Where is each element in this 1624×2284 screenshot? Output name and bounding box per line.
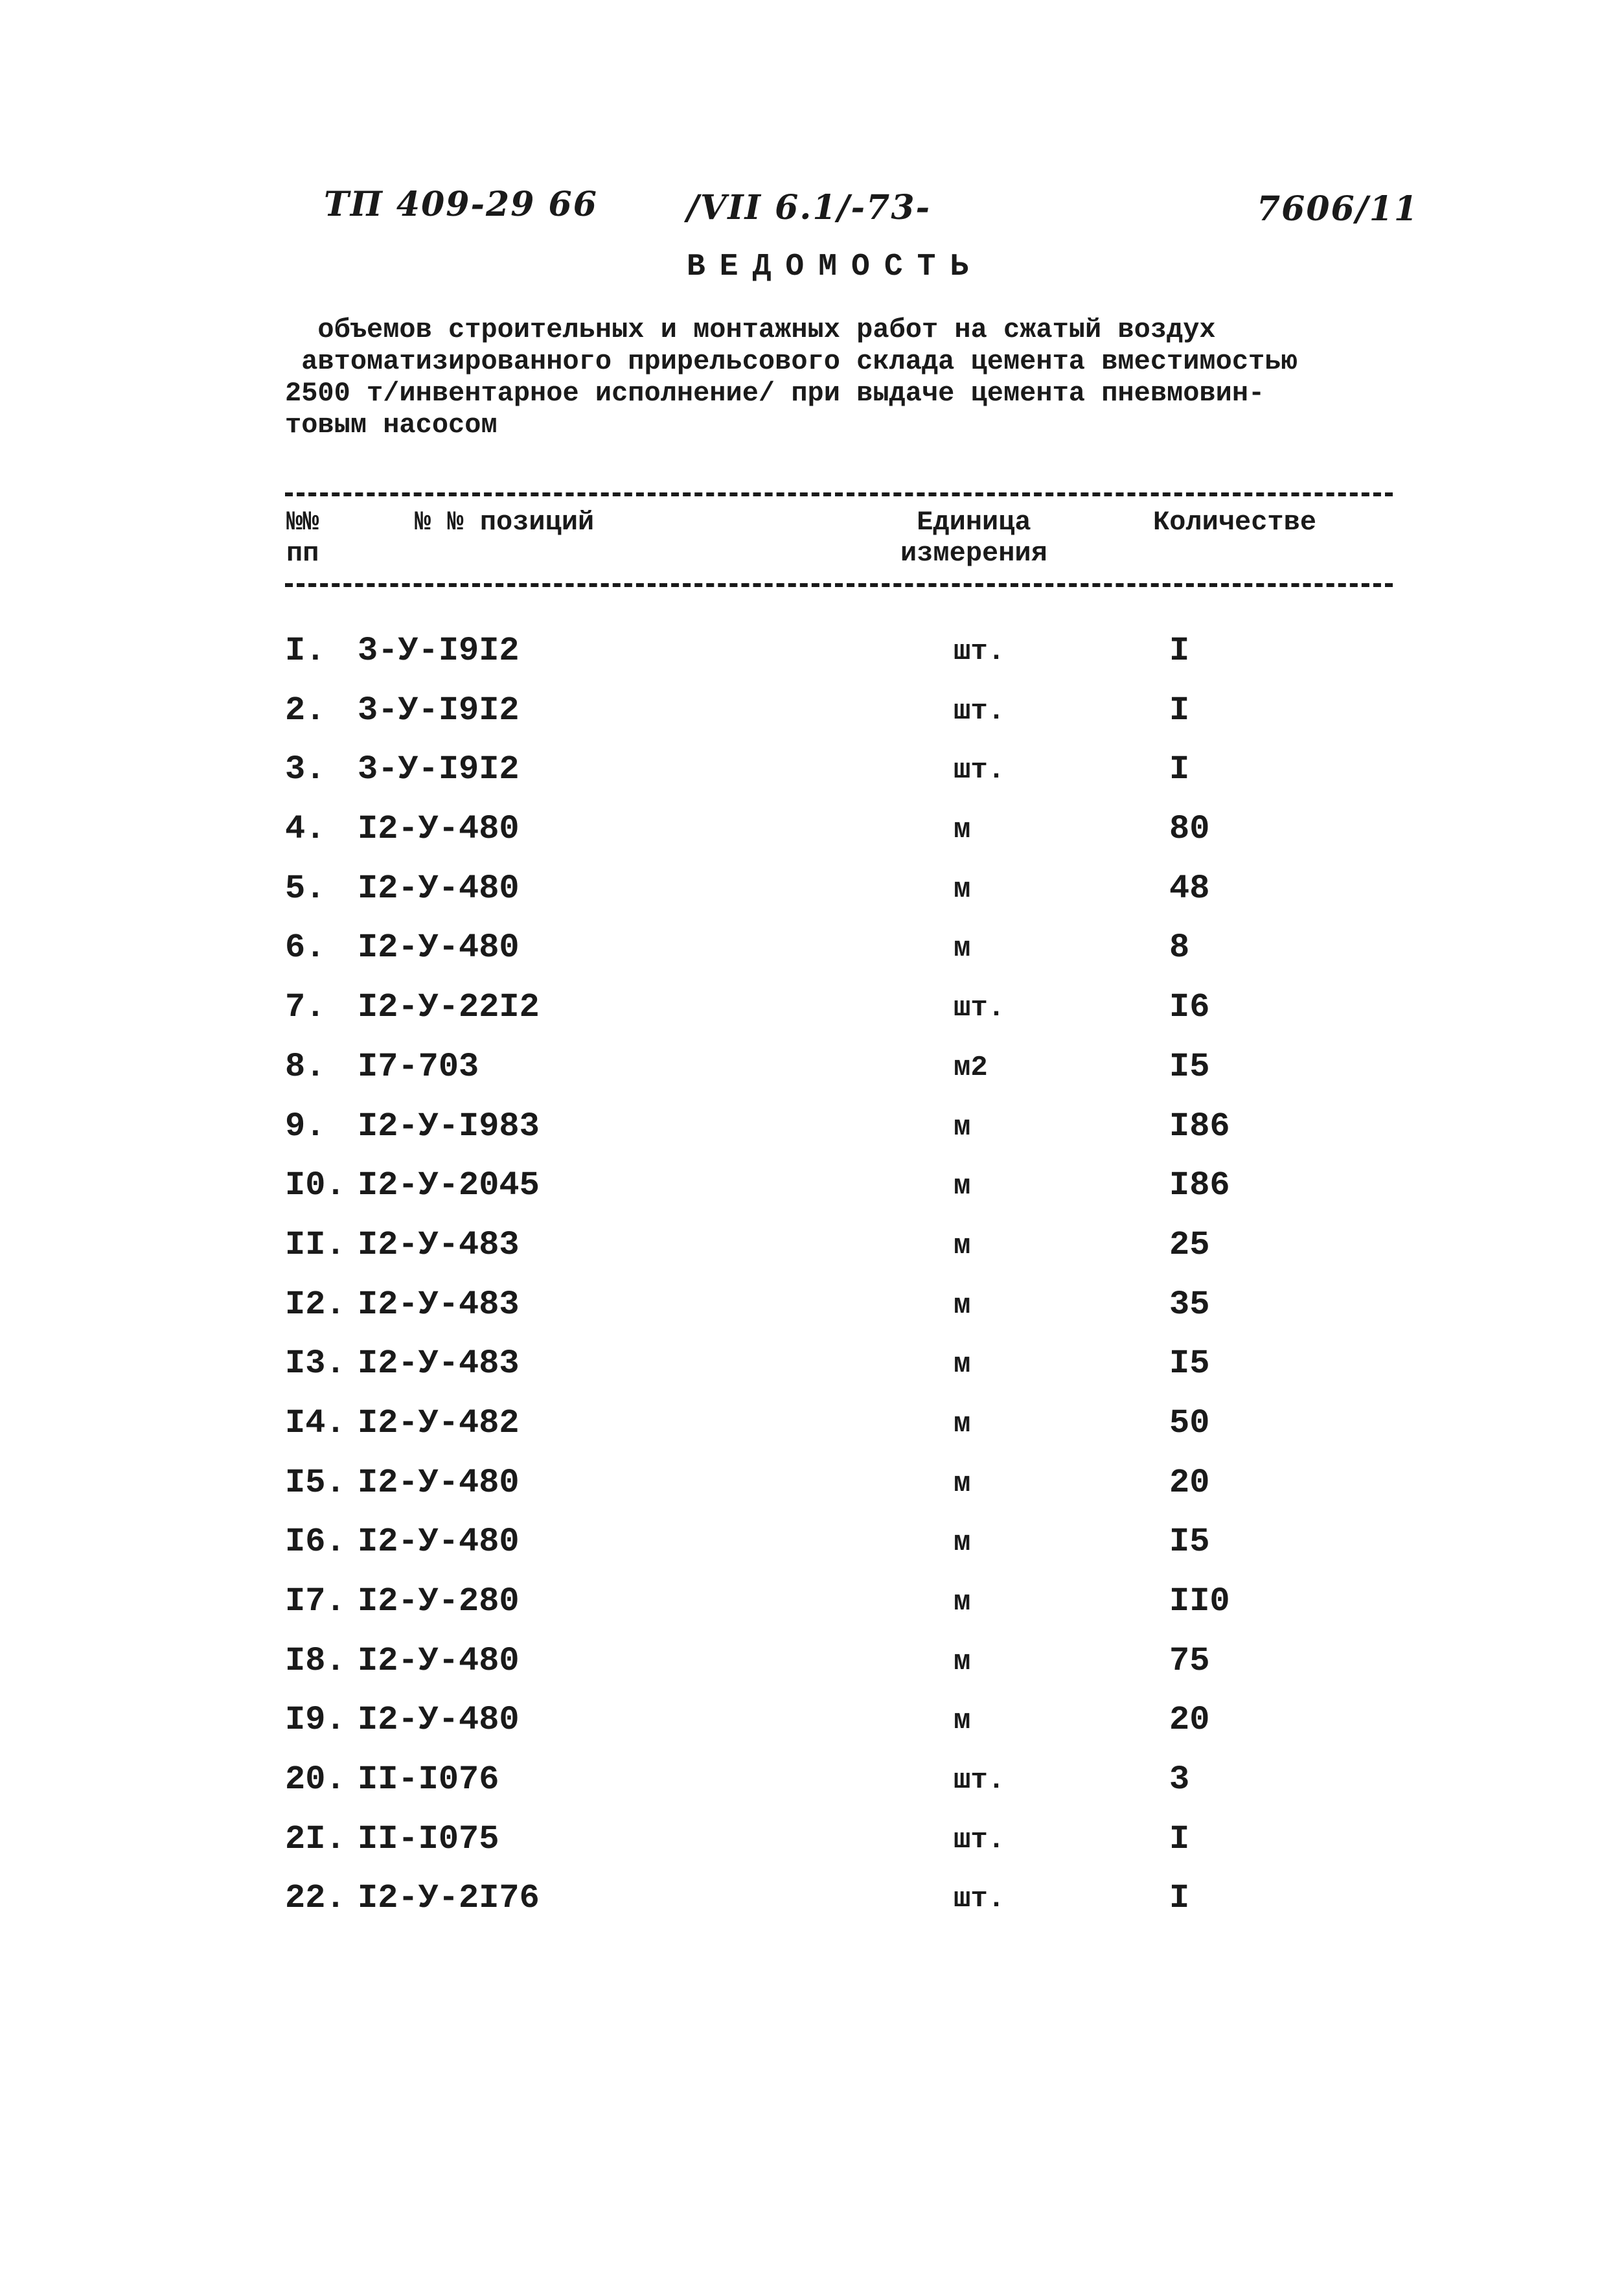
row-unit: шт. — [954, 695, 1005, 728]
row-quantity: I — [1169, 1819, 1190, 1858]
table-row — [0, 1048, 1624, 1107]
row-position: II-I076 — [358, 1760, 499, 1799]
row-unit: м — [954, 814, 971, 847]
row-number: 6. — [285, 929, 326, 967]
row-number: I3. — [285, 1344, 346, 1383]
row-position: I2-У-2I76 — [358, 1879, 540, 1918]
row-number: 2I. — [285, 1819, 346, 1858]
row-position: I2-У-483 — [358, 1344, 520, 1383]
row-unit: м — [954, 1170, 971, 1203]
row-quantity: I86 — [1169, 1107, 1230, 1146]
row-quantity: 48 — [1169, 869, 1210, 908]
document-subtitle — [285, 314, 1464, 441]
row-number: I7. — [285, 1582, 346, 1621]
sheet-number-stamp: 7606/11 — [1257, 189, 1419, 229]
row-position: I7-703 — [358, 1047, 479, 1086]
row-position: I2-У-480 — [358, 1641, 520, 1680]
row-unit: м — [954, 1705, 971, 1738]
row-position: I2-У-480 — [358, 1523, 520, 1562]
table-row — [0, 1226, 1624, 1286]
subtitle-line: объемов строительных и монтажных работ на сжатый воздух — [285, 314, 1216, 345]
row-position: I2-У-483 — [358, 1225, 520, 1264]
row-unit: м — [954, 1229, 971, 1262]
row-quantity: 20 — [1169, 1701, 1210, 1740]
row-unit: м — [954, 1348, 971, 1381]
row-quantity: II0 — [1169, 1582, 1230, 1621]
row-position: I2-У-I983 — [358, 1107, 540, 1146]
header-position: № № позиций — [415, 507, 595, 538]
row-quantity: I — [1169, 691, 1190, 730]
row-quantity: 8 — [1169, 929, 1190, 967]
table-row — [0, 691, 1624, 751]
row-number: 22. — [285, 1879, 346, 1918]
row-position: 3-У-I9I2 — [358, 750, 520, 789]
row-unit: м — [954, 1111, 971, 1144]
header-number-line2: пп — [286, 538, 319, 569]
row-quantity: I — [1169, 1879, 1190, 1918]
table-row — [0, 632, 1624, 691]
row-unit: м — [954, 1289, 971, 1322]
table-body — [0, 632, 1624, 1939]
table-row — [0, 1582, 1624, 1642]
table-row — [0, 988, 1624, 1048]
row-position: 3-У-I9I2 — [358, 691, 520, 730]
table-row — [0, 750, 1624, 810]
table-row — [0, 1760, 1624, 1820]
row-unit: шт. — [954, 1764, 1005, 1797]
row-unit: м — [954, 1645, 971, 1678]
row-position: I2-У-2045 — [358, 1166, 540, 1205]
header-unit — [900, 507, 1047, 569]
row-number: I9. — [285, 1701, 346, 1740]
row-quantity: 3 — [1169, 1760, 1190, 1799]
row-quantity: 25 — [1169, 1225, 1210, 1264]
row-quantity: 75 — [1169, 1641, 1210, 1680]
row-quantity: 20 — [1169, 1463, 1210, 1502]
row-quantity: I — [1169, 632, 1190, 670]
row-number: 3. — [285, 750, 326, 789]
row-unit: шт. — [954, 1883, 1005, 1916]
subtitle-line: автоматизированного прирельсового склада цемента вместимостью — [285, 346, 1298, 377]
row-unit: м — [954, 932, 971, 965]
row-quantity: 80 — [1169, 810, 1210, 849]
table-row — [0, 1464, 1624, 1523]
row-number: I8. — [285, 1641, 346, 1680]
row-unit: шт. — [954, 992, 1005, 1025]
row-quantity: I — [1169, 750, 1190, 789]
row-quantity: I5 — [1169, 1047, 1210, 1086]
subtitle-line: товым насосом — [285, 410, 497, 441]
row-position: I2-У-480 — [358, 810, 520, 849]
row-quantity: I5 — [1169, 1344, 1210, 1383]
row-unit: м — [954, 1527, 971, 1560]
row-unit: м — [954, 1467, 971, 1500]
header-number-line1: №№ — [286, 507, 319, 538]
row-number: 4. — [285, 810, 326, 849]
row-number: 2. — [285, 691, 326, 730]
row-number: 9. — [285, 1107, 326, 1146]
row-position: 3-У-I9I2 — [358, 632, 520, 670]
table-row — [0, 1523, 1624, 1582]
row-number: II. — [285, 1225, 346, 1264]
row-unit: м2 — [954, 1051, 988, 1084]
header-unit-line1: Единица — [917, 507, 1031, 538]
row-unit: шт. — [954, 754, 1005, 787]
row-position: I2-У-480 — [358, 929, 520, 967]
row-position: I2-У-483 — [358, 1285, 520, 1324]
table-row — [0, 1820, 1624, 1880]
row-number: 7. — [285, 988, 326, 1027]
row-number: I0. — [285, 1166, 346, 1205]
row-position: I2-У-22I2 — [358, 988, 540, 1027]
row-position: II-I075 — [358, 1819, 499, 1858]
row-position: I2-У-480 — [358, 869, 520, 908]
row-quantity: 50 — [1169, 1403, 1210, 1442]
table-row — [0, 1879, 1624, 1939]
document-title: ВЕДОМОСТЬ — [687, 249, 983, 284]
row-position: I2-У-482 — [358, 1403, 520, 1442]
row-position: I2-У-280 — [358, 1582, 520, 1621]
table-row — [0, 1701, 1624, 1760]
table-row — [0, 1166, 1624, 1226]
row-number: 20. — [285, 1760, 346, 1799]
row-number: 8. — [285, 1047, 326, 1086]
row-number: I4. — [285, 1403, 346, 1442]
table-row — [0, 929, 1624, 988]
table-row — [0, 1286, 1624, 1345]
table-row — [0, 1107, 1624, 1167]
header-quantity: Количестве — [1153, 507, 1317, 538]
row-quantity: 35 — [1169, 1285, 1210, 1324]
table-row — [0, 810, 1624, 870]
table-top-rule — [285, 492, 1393, 496]
row-number: I. — [285, 632, 326, 670]
row-unit: м — [954, 1586, 971, 1619]
subtitle-line: 2500 т/инвентарное исполнение/ при выдаче цемента пневмовин- — [285, 378, 1265, 409]
table-row — [0, 1642, 1624, 1701]
row-unit: шт. — [954, 636, 1005, 668]
row-number: I6. — [285, 1523, 346, 1562]
table-header-rule — [285, 583, 1393, 587]
table-row — [0, 1404, 1624, 1464]
row-quantity: I86 — [1169, 1166, 1230, 1205]
table-row — [0, 1344, 1624, 1404]
row-unit: м — [954, 873, 971, 906]
row-number: 5. — [285, 869, 326, 908]
row-unit: шт. — [954, 1823, 1005, 1856]
row-number: I5. — [285, 1463, 346, 1502]
row-position: I2-У-480 — [358, 1463, 520, 1502]
row-quantity: I6 — [1169, 988, 1210, 1027]
row-quantity: I5 — [1169, 1523, 1210, 1562]
album-number-stamp: /VII 6.1/-73- — [687, 188, 932, 227]
project-code-stamp: ТП 409-29 66 — [324, 185, 598, 224]
header-unit-line2: измерения — [900, 538, 1047, 569]
row-unit: м — [954, 1407, 971, 1440]
table-row — [0, 870, 1624, 929]
row-position: I2-У-480 — [358, 1701, 520, 1740]
row-number: I2. — [285, 1285, 346, 1324]
header-number — [286, 507, 319, 569]
